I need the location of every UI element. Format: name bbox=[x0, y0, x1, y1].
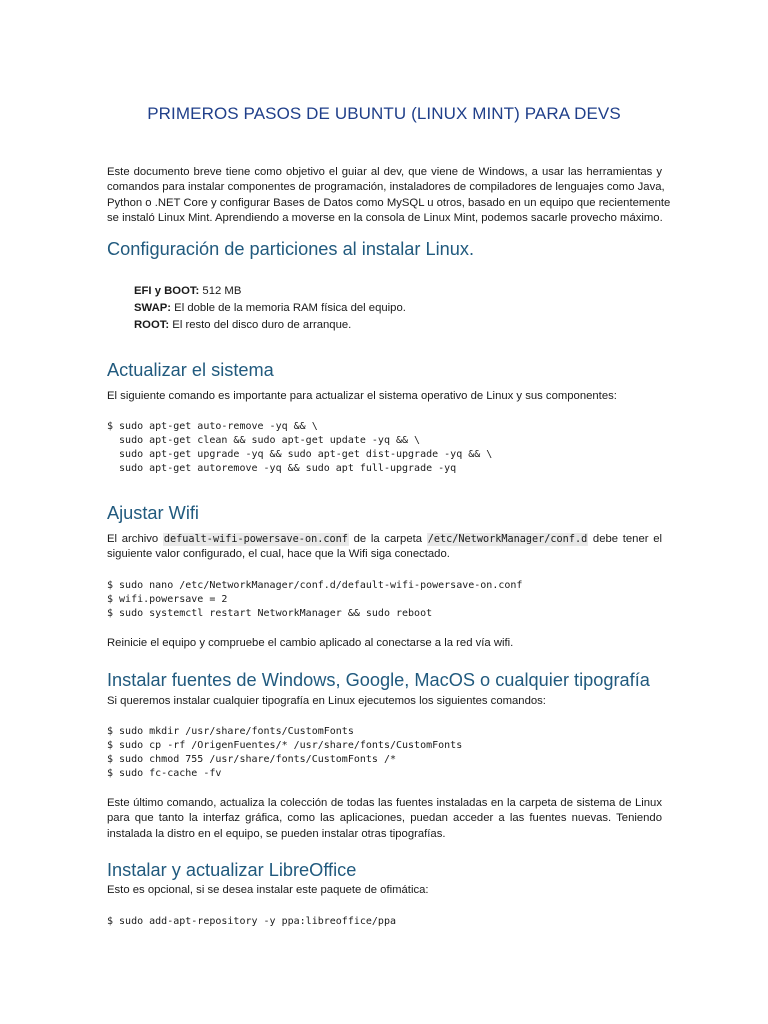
partition-item bbox=[134, 317, 406, 334]
heading-update: Actualizar el sistema bbox=[107, 360, 274, 380]
fonts-after-line: instalada la distro en el equipo, se pueden instalar otras tipografías. bbox=[107, 827, 446, 840]
update-code-block: $ sudo apt-get auto-remove -yq && \ sudo apt-get clean && sudo apt-get update -yq && \ sudo apt-get upgrade -yq && sudo apt-get dist-upgrade -yq && \ sudo apt-get autoremove -yq && sudo apt full-upgrade -yq bbox=[107, 421, 493, 474]
wifi-text: El archivo bbox=[107, 533, 159, 545]
partition-term: EFI y BOOT: bbox=[134, 285, 200, 297]
wifi-folder-code: /etc/NetworkManager/conf.d bbox=[427, 534, 588, 545]
intro-line: se instaló Linux Mint. Aprendiendo a moverse en la consola de Linux Mint, podemos sacarle provecho máximo. bbox=[107, 212, 663, 225]
fonts-text bbox=[107, 694, 662, 709]
libreoffice-text-line: Esto es opcional, si se desea instalar este paquete de ofimática: bbox=[107, 884, 429, 896]
partition-desc: 512 MB bbox=[199, 285, 242, 297]
fonts-code-block: $ sudo mkdir /usr/share/fonts/CustomFonts $ sudo cp -rf /OrigenFuentes/* /usr/share/fonts/CustomFonts $ sudo chmod 755 /usr/share/fonts/CustomFonts /* $ sudo fc-cache -fv bbox=[107, 726, 463, 779]
partition-item bbox=[134, 300, 406, 317]
intro-paragraph bbox=[107, 165, 671, 227]
wifi-after-line: Reinicie el equipo y compruebe el cambio aplicado al conectarse a la red vía wifi. bbox=[107, 637, 514, 649]
wifi-text: debe tener el bbox=[592, 533, 662, 545]
wifi-line bbox=[107, 532, 662, 547]
libreoffice-text bbox=[107, 883, 662, 898]
partition-term: SWAP: bbox=[134, 302, 172, 314]
intro-line: Este documento breve tiene como objetivo el guiar al dev, que viene de Windows, a usar las herramientas y bbox=[107, 166, 662, 178]
wifi-code-block: $ sudo nano /etc/NetworkManager/conf.d/default-wifi-powersave-on.conf $ wifi.powersave = 2 $ sudo systemctl restart NetworkManager && sudo reboot bbox=[107, 580, 523, 619]
fonts-text-line: Si queremos instalar cualquier tipografía en Linux ejecutemos los siguientes comandos: bbox=[107, 695, 546, 707]
partition-desc: El doble de la memoria RAM física del equipo. bbox=[171, 302, 406, 314]
wifi-file-code: defualt-wifi-powersave-on.conf bbox=[163, 534, 348, 545]
wifi-line: siguiente valor configurado, el cual, hace que la Wifi siga conectado. bbox=[107, 548, 450, 561]
heading-wifi: Ajustar Wifi bbox=[107, 503, 199, 523]
heading-libreoffice: Instalar y actualizar LibreOffice bbox=[107, 860, 357, 880]
heading-fonts: Instalar fuentes de Windows, Google, MacOS o cualquier tipografía bbox=[107, 670, 650, 690]
wifi-after-text bbox=[107, 636, 662, 651]
wifi-paragraph bbox=[107, 532, 662, 563]
libreoffice-code-block: $ sudo add-apt-repository -y ppa:libreoffice/ppa bbox=[107, 916, 396, 927]
update-text bbox=[107, 389, 662, 404]
update-text-line: El siguiente comando es importante para actualizar el sistema operativo de Linux y sus componentes: bbox=[107, 390, 617, 402]
partition-list bbox=[134, 283, 406, 334]
fonts-after-line: Este último comando, actualiza la colección de todas las fuentes instaladas en la carpeta de sistema de Linux bbox=[107, 797, 662, 809]
wifi-text: de la carpeta bbox=[353, 533, 423, 545]
intro-line: comandos para instalar componentes de programación, instaladores de compiladores de lenguajes como Java, bbox=[107, 181, 665, 194]
partition-desc: El resto del disco duro de arranque. bbox=[169, 319, 352, 331]
intro-line: Python o .NET Core y configurar Bases de Datos como MySQL u otros, basado en un equipo que recientemente bbox=[107, 196, 671, 209]
partition-item bbox=[134, 283, 406, 300]
document-title: PRIMEROS PASOS DE UBUNTU (LINUX MINT) PARA DEVS bbox=[147, 104, 621, 123]
partition-term: ROOT: bbox=[134, 319, 170, 331]
fonts-after-paragraph bbox=[107, 796, 662, 842]
fonts-after-line: para que tanto la interfaz gráfica, como las aplicaciones, puedan acceder a las fuentes nuevas. Teniendo bbox=[107, 812, 662, 825]
heading-partitions: Configuración de particiones al instalar Linux. bbox=[107, 239, 474, 259]
